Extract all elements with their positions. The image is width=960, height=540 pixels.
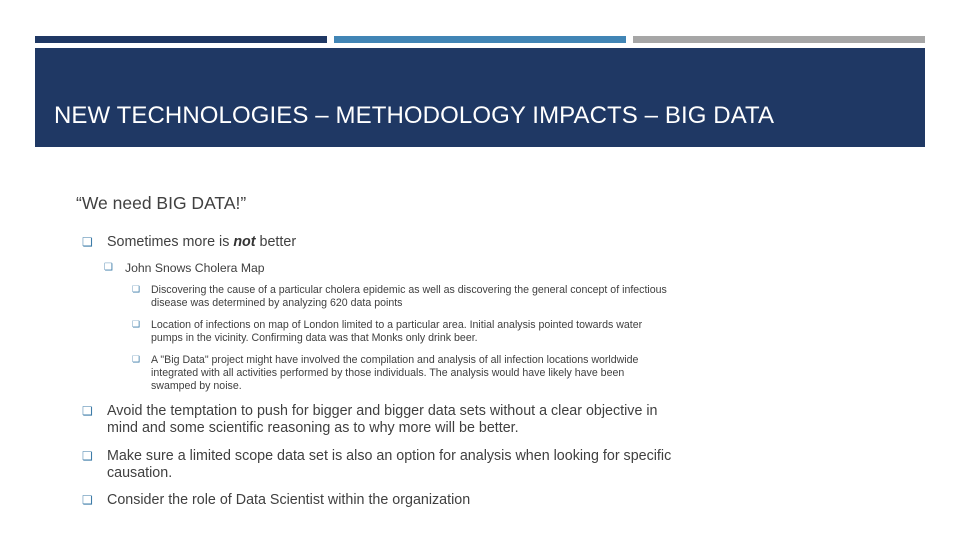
quote-heading: “We need BIG DATA!” [76, 193, 247, 213]
list-item-text: Location of infections on map of London limited to a particular area. Initial analysis pointed towards water pumps in the vicinity. Confirming data was that Monks only drink beer. [151, 319, 643, 344]
bullet-icon: ❏ [132, 319, 141, 329]
list-item-text: Sometimes more is not better [107, 234, 297, 250]
bullet-icon: ❏ [104, 262, 113, 273]
bullet-icon: ❏ [82, 404, 93, 418]
bullet-icon: ❏ [132, 284, 141, 294]
bullet-icon: ❏ [82, 449, 93, 463]
list-item-text: Avoid the temptation to push for bigger and bigger data sets without a clear objective in mind and some scientific reasoning as to why more will be better. [107, 403, 658, 436]
list-item-text: Consider the role of Data Scientist within the organization [107, 492, 471, 508]
list-item-text: John Snows Cholera Map [125, 261, 265, 275]
bullet-icon: ❏ [132, 354, 141, 364]
list-item-text: Discovering the cause of a particular cholera epidemic as well as discovering the general concept of infectious disease was determined by analyzing 620 data points [151, 284, 667, 309]
slide-title: NEW TECHNOLOGIES – METHODOLOGY IMPACTS – BIG DATA [54, 102, 775, 129]
bullet-icon: ❏ [82, 493, 93, 507]
bullet-icon: ❏ [82, 235, 93, 249]
list-item-text: A "Big Data" project might have involved the compilation and analysis of all infection locations worldwide integrated with all activities performed by those individuals. The analysis would have likely have been swamped by noise. [151, 354, 639, 392]
list-item-text: Make sure a limited scope data set is also an option for analysis when looking for specific causation. [107, 448, 672, 481]
